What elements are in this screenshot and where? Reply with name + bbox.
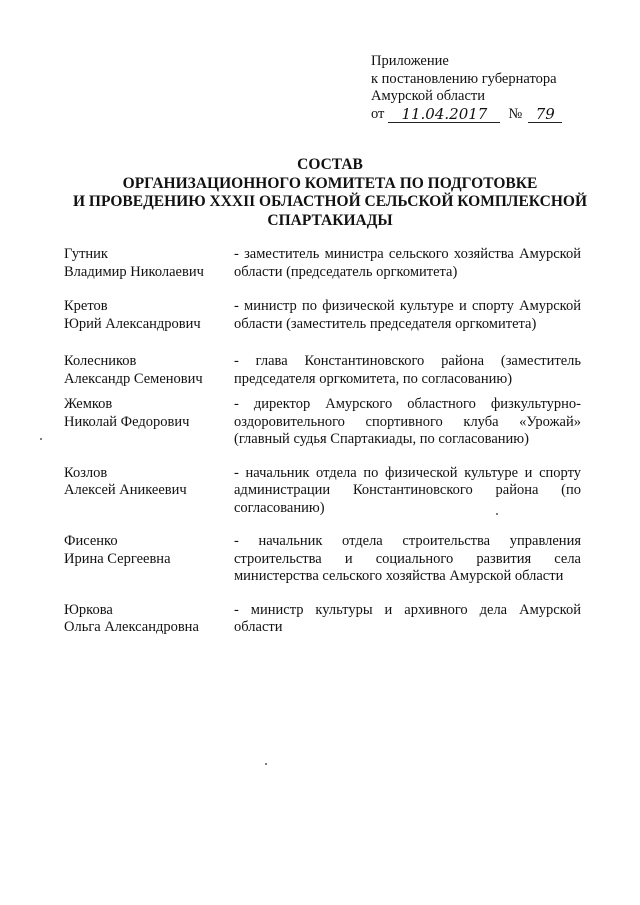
- scan-speck: [496, 513, 498, 515]
- title-line-1: СОСТАВ: [297, 156, 363, 173]
- title-line-2: ОРГАНИЗАЦИОННОГО КОМИТЕТА ПО ПОДГОТОВКЕ: [122, 174, 538, 192]
- appendix-decree-reference: к постановлению губернатора: [371, 70, 557, 87]
- appendix-label: Приложение: [371, 53, 449, 69]
- handwritten-date: 11.04.2017: [388, 107, 500, 123]
- appendix-header: [371, 53, 601, 123]
- member-role: - директор Амурского областного физкультурно-оздоровительного спортивного клуба «Урожай» (главный судья Спартакиады, по согласованию): [234, 396, 581, 447]
- scan-speck: [265, 763, 267, 765]
- member-surname: Юркова: [64, 601, 113, 618]
- member-role: - министр культуры и архивного дела Амурской области: [234, 601, 581, 635]
- member-surname: Козлов: [64, 464, 108, 481]
- list-item: [64, 298, 580, 333]
- member-role: - начальник отдела строительства управления строительства и социального развития села министерства сельского хозяйства Амурской области: [234, 533, 581, 584]
- member-given-names: Николай Федорович: [64, 413, 190, 430]
- member-surname: Колесников: [64, 353, 137, 369]
- member-name: [64, 396, 234, 449]
- member-name: [64, 533, 234, 586]
- appendix-date-number-row: [371, 106, 601, 124]
- member-given-names: Ирина Сергеевна: [64, 550, 171, 567]
- member-name: [64, 465, 234, 518]
- title-line-4: СПАРТАКИАДЫ: [267, 211, 393, 229]
- list-item: [64, 246, 580, 281]
- document-title: [60, 156, 600, 230]
- member-role: - глава Константиновского района (заместитель председателя оргкомитета, по согласованию): [234, 353, 581, 387]
- list-item: [64, 396, 580, 449]
- member-name: [64, 602, 234, 637]
- member-role: - начальник отдела по физической культуре и спорту администрации Константиновского района (по согласованию): [234, 464, 581, 516]
- member-surname: Фисенко: [64, 533, 118, 549]
- member-role: - заместитель министра сельского хозяйства Амурской области (председатель оргкомитета): [234, 246, 581, 280]
- list-item: [64, 533, 580, 586]
- member-surname: Кретов: [64, 298, 108, 314]
- member-name: [64, 246, 234, 281]
- from-label: от: [371, 105, 385, 122]
- number-sign: №: [508, 105, 523, 122]
- member-given-names: Александр Семенович: [64, 370, 203, 387]
- member-given-names: Ольга Александровна: [64, 619, 199, 635]
- list-item: [64, 602, 580, 637]
- member-surname: Жемков: [64, 396, 113, 412]
- list-item: [64, 465, 580, 518]
- appendix-region: Амурской области: [371, 88, 485, 104]
- scan-speck: [40, 438, 42, 440]
- member-role: - министр по физической культуре и спорту Амурской области (заместитель председателя оргкомитета): [234, 298, 581, 332]
- handwritten-number: 79: [528, 107, 562, 123]
- member-given-names: Владимир Николаевич: [64, 263, 204, 280]
- member-given-names: Алексей Аникеевич: [64, 482, 187, 498]
- member-name: [64, 298, 234, 333]
- member-surname: Гутник: [64, 246, 108, 262]
- list-item: [64, 353, 580, 388]
- member-given-names: Юрий Александрович: [64, 315, 201, 332]
- member-name: [64, 353, 234, 388]
- committee-members-list: [64, 246, 580, 637]
- title-line-3: И ПРОВЕДЕНИЮ XXXII ОБЛАСТНОЙ СЕЛЬСКОЙ КОМПЛЕКСНОЙ: [73, 193, 587, 210]
